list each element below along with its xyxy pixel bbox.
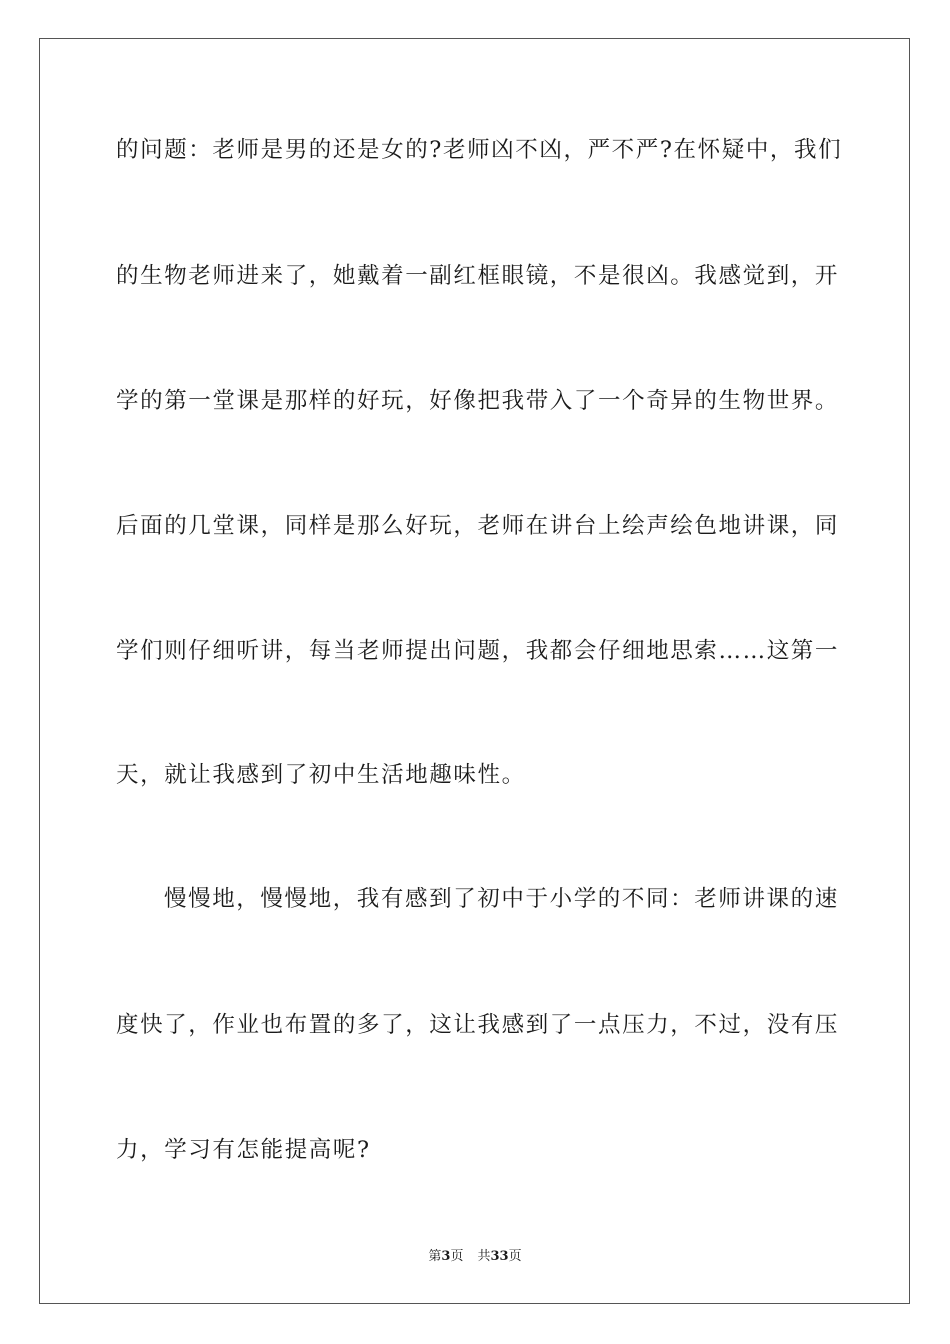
text-line: 天，就让我感到了初中生活地趣味性。 — [116, 762, 526, 788]
total-label-prefix: 共 — [477, 1249, 491, 1264]
text-line: 学的第一堂课是那样的好玩，好像把我带入了一个奇异的生物世界。 — [116, 388, 840, 414]
paragraph-first-line: 慢慢地，慢慢地，我有感到了初中于小学的不同：老师讲课的速 — [164, 886, 839, 912]
page-border — [39, 38, 910, 1304]
text-line: 的问题：老师是男的还是女的?老师凶不凶，严不严?在怀疑中，我们 — [116, 137, 843, 163]
page-number: 3 — [441, 1249, 451, 1264]
total-label-suffix: 页 — [508, 1249, 522, 1264]
page-footer — [0, 1245, 950, 1264]
total-pages: 33 — [490, 1249, 509, 1264]
text-line: 学们则仔细听讲，每当老师提出问题，我都会仔细地思索……这第一 — [116, 638, 840, 664]
page-label-prefix: 第 — [428, 1249, 442, 1264]
text-line: 度快了，作业也布置的多了，这让我感到了一点压力，不过，没有压 — [116, 1012, 840, 1038]
text-line: 后面的几堂课，同样是那么好玩，老师在讲台上绘声绘色地讲课，同 — [116, 513, 840, 539]
text-line: 力，学习有怎能提高呢? — [116, 1137, 371, 1163]
text-line: 的生物老师进来了，她戴着一副红框眼镜，不是很凶。我感觉到，开 — [116, 263, 840, 289]
page-label-suffix: 页 — [450, 1249, 464, 1264]
